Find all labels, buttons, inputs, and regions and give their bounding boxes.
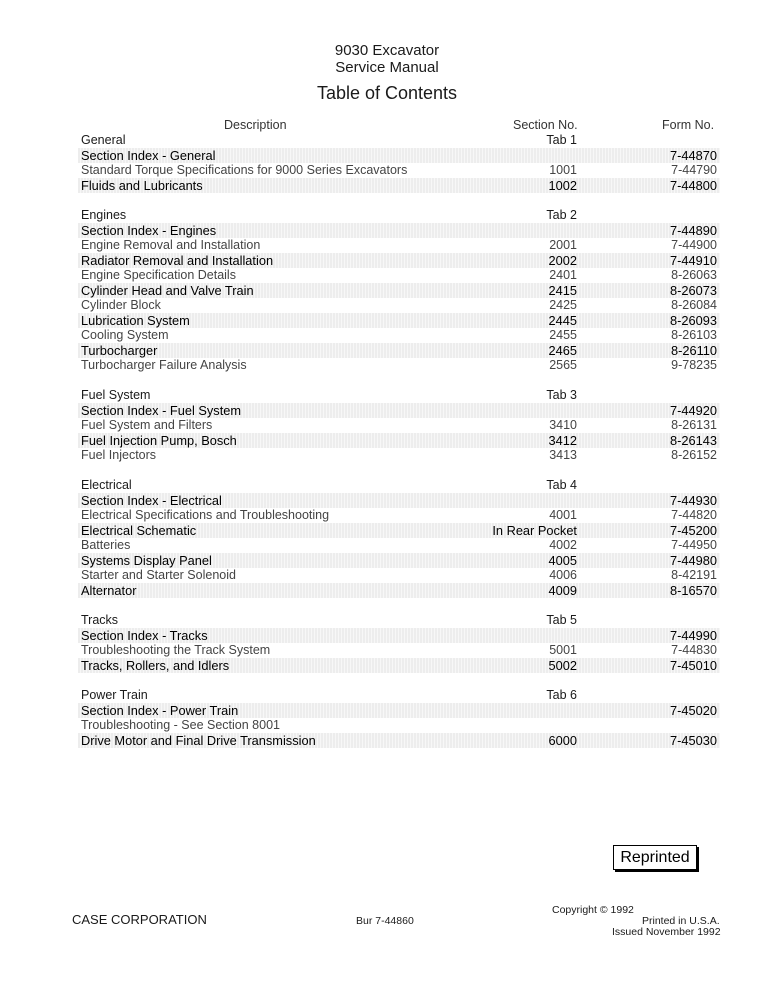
toc-row (78, 508, 720, 523)
row-section-no: 4001 (549, 508, 577, 522)
row-form-no: 8-26110 (670, 343, 717, 358)
page-title: Table of Contents (316, 83, 458, 103)
toc-group-heading (78, 133, 720, 148)
row-description: Section Index - Power Train (81, 703, 239, 718)
row-section-no: 2455 (549, 328, 577, 342)
toc-row (78, 238, 720, 253)
toc-row (78, 658, 720, 673)
row-description: Engine Specification Details (81, 268, 236, 282)
group-name: Tracks (81, 613, 119, 627)
group-spacer (78, 598, 720, 613)
toc-row (78, 568, 720, 583)
footer-bur-number: Bur 7-44860 (356, 915, 414, 927)
manual-type: Service Manual (335, 59, 439, 76)
row-form-no: 7-44800 (670, 178, 717, 193)
row-form-no: 8-26073 (670, 283, 717, 298)
row-description: Tracks, Rollers, and Idlers (81, 658, 230, 673)
row-description: Section Index - Electrical (81, 493, 222, 508)
row-form-no: 8-26063 (671, 268, 717, 282)
row-description: Engine Removal and Installation (81, 238, 261, 252)
row-form-no: 7-45030 (670, 733, 717, 748)
row-form-no: 8-26143 (670, 433, 717, 448)
toc-row (78, 718, 720, 733)
group-spacer (78, 193, 720, 208)
row-section-no: 3410 (549, 418, 577, 432)
row-description: Alternator (81, 583, 137, 598)
row-description: Section Index - Fuel System (81, 403, 242, 418)
row-form-no: 7-44890 (670, 223, 717, 238)
toc-table (78, 133, 720, 748)
toc-row (78, 163, 720, 178)
row-description: Lubrication System (81, 313, 190, 328)
reprinted-stamp: Reprinted (613, 845, 697, 870)
row-section-no: 3412 (548, 433, 577, 448)
group-tab: Tab 1 (546, 133, 577, 147)
toc-row (78, 418, 720, 433)
row-form-no: 7-44950 (671, 538, 717, 552)
group-spacer (78, 463, 720, 478)
row-section-no: 2001 (549, 238, 577, 252)
group-tab: Tab 5 (546, 613, 577, 627)
row-section-no: 2445 (548, 313, 577, 328)
row-form-no: 7-44790 (671, 163, 717, 177)
row-section-no: 2002 (548, 253, 577, 268)
toc-row (78, 253, 720, 268)
toc-group-heading (78, 208, 720, 223)
row-form-no: 7-44900 (671, 238, 717, 252)
row-section-no: 1002 (548, 178, 577, 193)
row-section-no: 5002 (548, 658, 577, 673)
row-form-no: 8-16570 (670, 583, 717, 598)
toc-row (78, 268, 720, 283)
row-form-no: 7-44920 (670, 403, 717, 418)
row-description: Electrical Specifications and Troubleshooting (81, 508, 330, 522)
footer-company: CASE CORPORATION (72, 912, 207, 927)
toc-row (78, 433, 720, 448)
toc-row (78, 328, 720, 343)
row-description: Troubleshooting the Track System (81, 643, 271, 657)
row-form-no: 8-42191 (671, 568, 717, 582)
row-description: Drive Motor and Final Drive Transmission (81, 733, 316, 748)
toc-row (78, 448, 720, 463)
toc-group-heading (78, 613, 720, 628)
row-description: Fuel System and Filters (81, 418, 213, 432)
row-form-no: 9-78235 (671, 358, 717, 372)
row-description: Section Index - Engines (81, 223, 217, 238)
row-section-no: 2415 (548, 283, 577, 298)
group-name: Power Train (81, 688, 148, 702)
row-description: Troubleshooting - See Section 8001 (81, 718, 280, 732)
row-description: Section Index - General (81, 148, 216, 163)
group-name: Engines (81, 208, 127, 222)
toc-row (78, 178, 720, 193)
row-description: Cylinder Head and Valve Train (81, 283, 254, 298)
row-form-no: 8-26131 (671, 418, 717, 432)
row-form-no: 8-26103 (671, 328, 717, 342)
row-form-no: 7-45200 (670, 523, 717, 538)
group-spacer (78, 673, 720, 688)
row-description: Cylinder Block (81, 298, 161, 312)
row-section-no: 4002 (549, 538, 577, 552)
group-spacer (78, 373, 720, 388)
row-description: Standard Torque Specifications for 9000 Series Excavators (81, 163, 408, 177)
row-description: Starter and Starter Solenoid (81, 568, 236, 582)
row-description: Radiator Removal and Installation (81, 253, 274, 268)
row-form-no: 7-44910 (670, 253, 717, 268)
row-description: Systems Display Panel (81, 553, 212, 568)
toc-row (78, 628, 720, 643)
toc-row (78, 148, 720, 163)
toc-row (78, 223, 720, 238)
toc-row (78, 553, 720, 568)
row-section-no: 4005 (548, 553, 577, 568)
group-tab: Tab 4 (546, 478, 577, 492)
row-section-no: 4009 (548, 583, 577, 598)
row-section-no: 2425 (549, 298, 577, 312)
group-tab: Tab 2 (546, 208, 577, 222)
manual-model: 9030 Excavator (334, 42, 440, 59)
row-form-no: 7-44990 (670, 628, 717, 643)
row-section-no: 2565 (549, 358, 577, 372)
toc-group-heading (78, 388, 720, 403)
toc-row (78, 733, 720, 748)
footer-issue-date: Issued November 1992 (612, 926, 721, 938)
row-form-no: 7-44930 (670, 493, 717, 508)
toc-row (78, 283, 720, 298)
toc-row (78, 538, 720, 553)
row-form-no: 7-44980 (670, 553, 717, 568)
row-section-no: 5001 (549, 643, 577, 657)
toc-group-heading (78, 688, 720, 703)
group-name: Electrical (81, 478, 132, 492)
row-section-no: 2401 (549, 268, 577, 282)
toc-group-heading (78, 478, 720, 493)
row-description: Cooling System (81, 328, 169, 342)
toc-row (78, 703, 720, 718)
toc-row (78, 358, 720, 373)
toc-row (78, 493, 720, 508)
toc-row (78, 298, 720, 313)
group-name: General (81, 133, 126, 147)
toc-row (78, 403, 720, 418)
group-name: Fuel System (81, 388, 151, 402)
row-form-no: 8-26084 (671, 298, 717, 312)
toc-row (78, 643, 720, 658)
row-description: Section Index - Tracks (81, 628, 208, 643)
row-description: Fuel Injection Pump, Bosch (81, 433, 237, 448)
row-form-no: 7-45020 (670, 703, 717, 718)
row-form-no: 8-26093 (670, 313, 717, 328)
row-section-no: 2465 (548, 343, 577, 358)
row-form-no: 7-44870 (670, 148, 717, 163)
column-header-form-no: Form No. (662, 118, 715, 132)
toc-row (78, 523, 720, 538)
row-section-no: 3413 (549, 448, 577, 462)
footer-copyright: Copyright © 1992 (552, 904, 634, 916)
row-section-no: 6000 (548, 733, 577, 748)
group-tab: Tab 3 (546, 388, 577, 402)
row-description: Fuel Injectors (81, 448, 157, 462)
row-description: Fluids and Lubricants (81, 178, 203, 193)
column-header-section-no: Section No. (513, 118, 578, 132)
row-section-no: 4006 (549, 568, 577, 582)
row-description: Batteries (81, 538, 131, 552)
row-form-no: 8-26152 (671, 448, 717, 462)
group-tab: Tab 6 (546, 688, 577, 702)
row-form-no: 7-44830 (671, 643, 717, 657)
row-description: Turbocharger (81, 343, 158, 358)
row-form-no: 7-44820 (671, 508, 717, 522)
footer-printed-in: Printed in U.S.A. (642, 915, 720, 927)
row-section-no: 1001 (549, 163, 577, 177)
row-form-no: 7-45010 (670, 658, 717, 673)
row-description: Electrical Schematic (81, 523, 197, 538)
toc-row (78, 313, 720, 328)
row-description: Turbocharger Failure Analysis (81, 358, 247, 372)
toc-row (78, 343, 720, 358)
toc-row (78, 583, 720, 598)
row-section-no: In Rear Pocket (492, 523, 577, 538)
column-header-description: Description (224, 118, 287, 132)
